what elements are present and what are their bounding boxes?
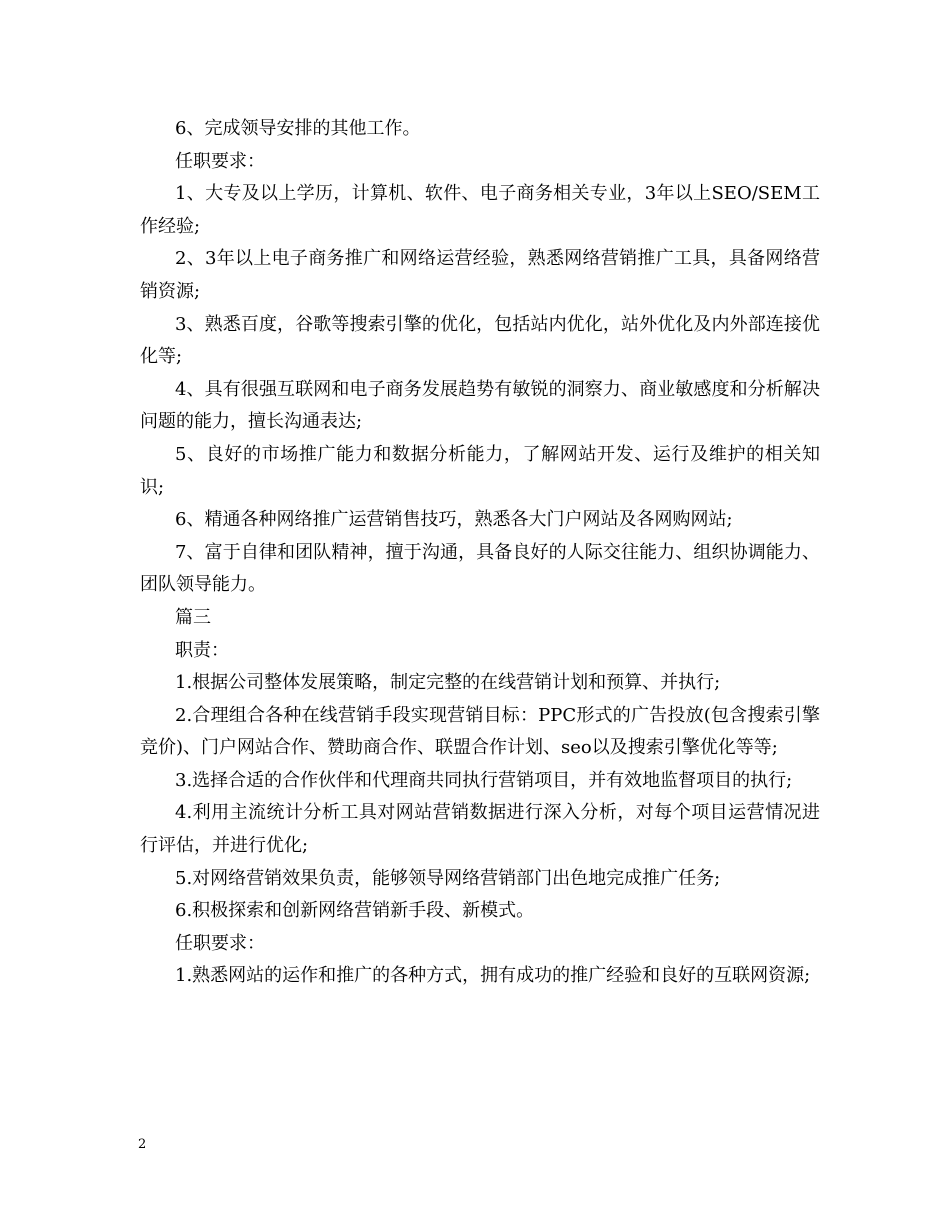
paragraph-requirement-5: 5、良好的市场推广能力和数据分析能力，了解网站开发、运行及维护的相关知识; (140, 443, 820, 498)
paragraph-duty-6b: 6.积极探索和创新网络营销新手段、新模式。 (175, 900, 535, 922)
paragraph-requirement-7: 7、富于自律和团队精神，擅于沟通，具备良好的人际交往能力、组织协调能力、团队领导能力。 (140, 541, 820, 596)
paragraph-duty-5: 5.对网络营销效果负责，能够领导网络营销部门出色地完成推广任务; (175, 867, 721, 889)
page-number: 2 (138, 1137, 147, 1152)
paragraph-requirements-heading-2: 任职要求： (175, 932, 265, 954)
paragraph-requirements-heading: 任职要求： (175, 150, 265, 172)
paragraph-duty-6: 6、完成领导安排的其他工作。 (175, 118, 421, 139)
document-body (140, 113, 820, 993)
paragraph-requirement-3: 3、熟悉百度，谷歌等搜索引擎的优化，包括站内优化，站外优化及内外部连接优化等; (140, 313, 820, 368)
paragraph-requirement-4: 4、具有很强互联网和电子商务发展趋势有敏锐的洞察力、商业敏感度和分析解决问题的能力，擅长沟通表达; (140, 378, 820, 433)
section-heading-part-three: 篇三 (175, 606, 211, 628)
paragraph-requirement-6: 6、精通各种网络推广运营销售技巧，熟悉各大门户网站及各网购网站; (175, 509, 733, 531)
paragraph-requirement-1: 1、大专及以上学历，计算机、软件、电子商务相关专业，3年以上SEO/SEM工作经验; (140, 183, 820, 237)
paragraph-duty-1: 1.根据公司整体发展策略，制定完整的在线营销计划和预算、并执行; (175, 672, 721, 694)
paragraph-requirement-2: 2、3年以上电子商务推广和网络运营经验，熟悉网络营销推广工具，具备网络营销资源; (140, 248, 820, 302)
paragraph-duty-2: 2.合理组合各种在线营销手段实现营销目标：PPC形式的广告投放(包含搜索引擎竞价)、门户网站合作、赞助商合作、联盟合作计划、seo以及搜索引擎优化等等; (140, 704, 820, 759)
paragraph-duties-heading: 职责： (175, 639, 229, 661)
paragraph-duty-4: 4.利用主流统计分析工具对网站营销数据进行深入分析，对每个项目运营情况进行评估，并进行优化; (140, 802, 820, 857)
paragraph-duty-3: 3.选择合适的合作伙伴和代理商共同执行营销项目，并有效地监督项目的执行; (175, 769, 793, 791)
paragraph-requirement-1b: 1.熟悉网站的运作和推广的各种方式，拥有成功的推广经验和良好的互联网资源; (175, 965, 811, 987)
